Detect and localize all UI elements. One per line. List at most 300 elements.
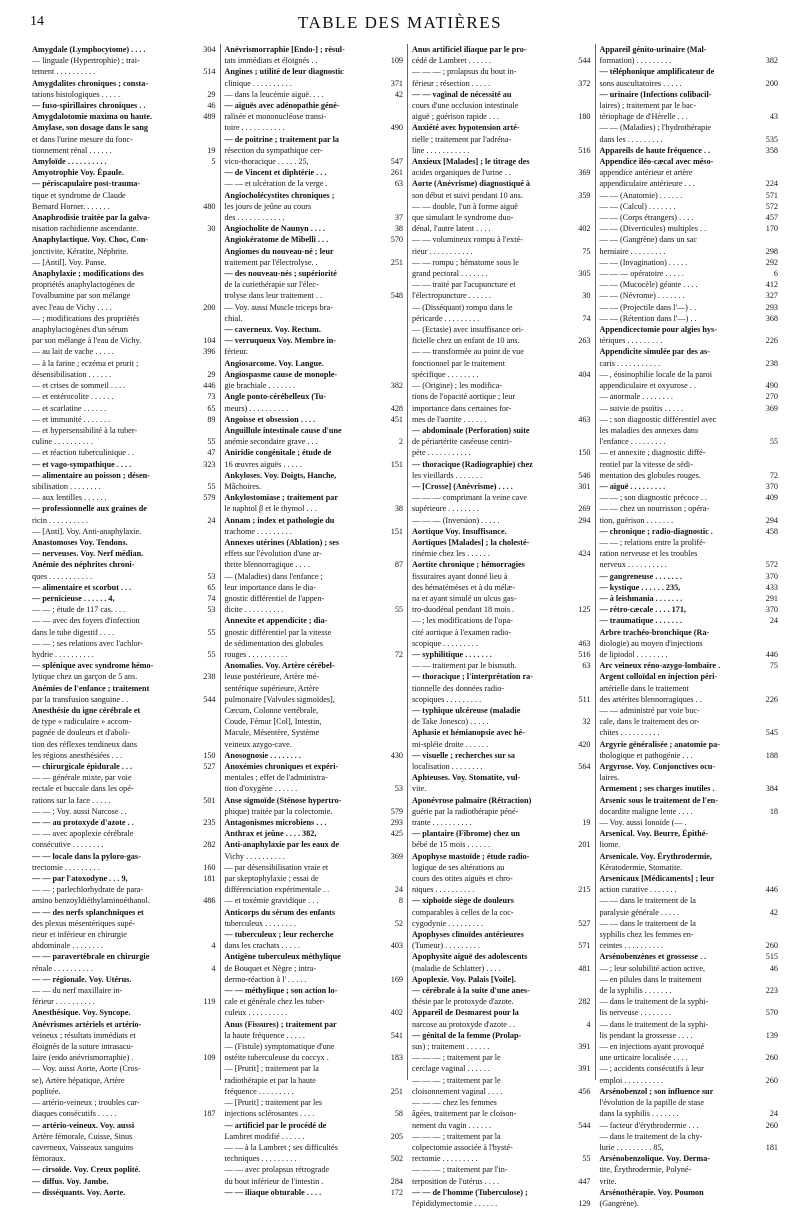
index-entry-text: — — régionale. Voy. Utérus. bbox=[32, 974, 132, 984]
index-entry-text: na et ayant simulé un ulcus gas- bbox=[412, 593, 517, 603]
index-entry-page: 30 bbox=[207, 224, 216, 234]
index-entry bbox=[225, 1187, 404, 1198]
index-entry bbox=[225, 660, 404, 671]
index-entry-text: du bout inférieur de l'intestin . bbox=[224, 1176, 324, 1186]
index-entry-page bbox=[571, 1075, 591, 1086]
index-entry-text: Amygdalites chroniques ; consta- bbox=[32, 78, 149, 88]
index-entry bbox=[412, 302, 591, 313]
index-entry-text: Angle ponto-cérébelleux (Tu- bbox=[224, 392, 327, 402]
index-entry-text: — (Origine) ; les modifica- bbox=[412, 381, 503, 391]
index-entry-page: 391 bbox=[578, 1042, 591, 1052]
index-entry-page: 425 bbox=[390, 829, 403, 839]
index-entry-text: Anomalies. Voy. Artère cérébel- bbox=[224, 661, 335, 671]
index-entry-text: — — (Mucocèle) géante . . . . bbox=[599, 280, 698, 290]
index-entry-page bbox=[571, 559, 591, 570]
index-entry-text: — plantaire (Fibrome) chez un bbox=[412, 829, 520, 839]
index-entry-page bbox=[571, 974, 591, 985]
index-entry bbox=[412, 918, 591, 929]
index-entry-text: niques . . . . . . . . . . bbox=[412, 885, 475, 895]
index-entry-page bbox=[196, 705, 216, 716]
index-entry-text: ceintes . . . . . . . . . . bbox=[599, 941, 664, 951]
index-entry-page bbox=[196, 1153, 216, 1164]
index-entry-page: 205 bbox=[390, 1131, 403, 1141]
index-entry-page: 358 bbox=[765, 145, 778, 155]
index-entry bbox=[412, 279, 591, 290]
index-entry-text: Anévrismes artériels et artério- bbox=[32, 1019, 142, 1029]
index-entry bbox=[412, 795, 591, 806]
index-entry bbox=[412, 134, 591, 145]
index-entry-page: 451 bbox=[390, 414, 403, 424]
index-entry bbox=[412, 89, 591, 100]
index-entry-page: 38 bbox=[394, 224, 403, 234]
index-entry-text: — — transformée au point de vue bbox=[412, 347, 524, 357]
index-entry bbox=[412, 1164, 591, 1175]
page-header bbox=[0, 0, 800, 40]
index-entry-text: lis nerveuse . . . . . . . . bbox=[599, 1008, 672, 1018]
index-entry-page bbox=[571, 1052, 591, 1063]
index-entry-text: trante . . . . . . . . . . bbox=[412, 818, 472, 828]
index-entry bbox=[600, 190, 779, 201]
index-entry-text: — — ; étude de 117 cas. . . . bbox=[32, 605, 126, 615]
index-entry-page: 260 bbox=[765, 1120, 778, 1130]
index-entry-text: cloisonnement vaginal . . . . bbox=[412, 1086, 503, 1096]
index-entry-page bbox=[383, 929, 403, 940]
index-entry-page bbox=[196, 268, 216, 279]
index-entry-text: scopiques . . . . . . . . . bbox=[412, 694, 482, 704]
index-entry-text: des artérites blennorragiques . . bbox=[599, 694, 702, 704]
index-entry-page: 544 bbox=[578, 56, 591, 66]
index-entry-page: 43 bbox=[769, 112, 778, 122]
index-entry-text: laires) ; traitement par le bac- bbox=[599, 101, 697, 111]
index-entry-page bbox=[196, 806, 216, 817]
index-entry-page bbox=[571, 403, 591, 414]
index-entry-page: 4 bbox=[211, 941, 216, 951]
index-entry-text: Antagonismes microbiens . . . bbox=[224, 818, 327, 828]
index-entry bbox=[225, 571, 404, 582]
index-entry-page: 19 bbox=[582, 818, 591, 828]
index-entry-text: gnostic différentiel de l'appen- bbox=[224, 593, 325, 603]
index-entry-page bbox=[758, 459, 778, 470]
index-entry bbox=[32, 167, 216, 178]
index-entry bbox=[225, 1019, 404, 1030]
index-entry bbox=[600, 660, 779, 671]
index-entry-page bbox=[571, 671, 591, 682]
index-entry bbox=[600, 89, 779, 100]
index-entry-text: tats immédiats et éloignés . . bbox=[224, 56, 318, 66]
index-entry bbox=[225, 1030, 404, 1041]
index-entry-text: — artificiel par le procédé de bbox=[224, 1120, 327, 1130]
index-entry-text: — — traitement par le bismuth. bbox=[412, 661, 517, 671]
index-entry-page bbox=[571, 122, 591, 133]
index-entry-page bbox=[383, 358, 403, 369]
index-entry-text: — — avec des foyers d'infection bbox=[32, 616, 140, 626]
index-entry-page bbox=[383, 873, 403, 884]
index-entry-text: logique de ses altérations au bbox=[412, 862, 505, 872]
index-entry bbox=[600, 66, 779, 77]
index-entry-page: 125 bbox=[578, 605, 591, 615]
index-entry-page bbox=[383, 705, 403, 716]
index-entry-page bbox=[758, 537, 778, 548]
index-entry bbox=[225, 100, 404, 111]
index-entry-page bbox=[383, 302, 403, 313]
index-entry-text: importance dans certaines for- bbox=[412, 403, 512, 413]
index-entry-text: — urinaire (Infections colibacil- bbox=[599, 89, 712, 99]
index-entry bbox=[32, 178, 216, 189]
index-entry-text: — alimentaire au poisson ; désen- bbox=[32, 470, 150, 480]
index-entry bbox=[32, 55, 216, 66]
index-entry-text: Angiokératome de Mibelli . . . bbox=[224, 235, 329, 245]
index-entry bbox=[600, 806, 779, 817]
index-entry bbox=[600, 884, 779, 895]
index-entry bbox=[600, 1108, 779, 1119]
index-entry-page bbox=[196, 739, 216, 750]
index-entry-page bbox=[571, 705, 591, 716]
index-entry-page bbox=[571, 985, 591, 996]
index-entry-page: 305 bbox=[578, 269, 591, 279]
index-entry-text: — en injections ayant provoqué bbox=[599, 1042, 705, 1052]
index-entry-page: 24 bbox=[394, 885, 403, 895]
index-entry-text: Lambret modifié . . . . . . bbox=[224, 1131, 305, 1141]
index-entry-text: traitement par l'électrolyse. . bbox=[224, 257, 318, 267]
index-entry bbox=[412, 638, 591, 649]
index-entry bbox=[32, 212, 216, 223]
index-entry-page: 446 bbox=[203, 381, 216, 391]
index-entry-text: appendiculaire et oxyurose . . bbox=[599, 381, 696, 391]
index-entry bbox=[412, 1063, 591, 1074]
index-entry-page bbox=[571, 895, 591, 906]
index-entry-text: Anxieux [Malades] ; le titrage des bbox=[412, 157, 530, 167]
index-entry-page bbox=[383, 795, 403, 806]
index-entry-page bbox=[571, 783, 591, 794]
index-entry-text: laire (endo anévrismorraphie) . bbox=[32, 1053, 134, 1063]
index-entry bbox=[600, 515, 779, 526]
index-entry bbox=[600, 55, 779, 66]
index-entry bbox=[600, 795, 779, 806]
index-entry bbox=[32, 996, 216, 1007]
index-entry bbox=[225, 290, 404, 301]
index-entry-page: 433 bbox=[765, 582, 778, 592]
index-entry-text: Angiomes du nouveau-né ; leur bbox=[224, 246, 334, 256]
index-entry-page: 55 bbox=[582, 1154, 591, 1164]
index-entry-page bbox=[196, 559, 216, 570]
index-entry-text: — (Fistule) symptomatique d'une bbox=[224, 1042, 335, 1052]
index-entry-page bbox=[758, 414, 778, 425]
index-entry-text: — à leishmania . . . . . . . bbox=[599, 593, 683, 603]
index-entry-text: pète . . . . . . . . . . . bbox=[412, 448, 471, 458]
index-entry-text: Artère fémorale, Cuisse, Sinus bbox=[32, 1131, 133, 1141]
index-entry-text: tro-duodénal pendant 18 mois . bbox=[412, 605, 515, 615]
index-entry-text: Arsénothérapie. Voy. Poumon bbox=[599, 1187, 704, 1197]
index-entry-text: vico-thoracique . . . . . 25, bbox=[224, 157, 309, 167]
index-entry-page bbox=[571, 537, 591, 548]
index-entry-page: 52 bbox=[394, 918, 403, 928]
index-entry-text: anaphylactogènes d'un sérum bbox=[32, 325, 129, 335]
index-entry-text: — — de l'homme (Tuberculose) ; bbox=[412, 1187, 528, 1197]
index-entry-page: 55 bbox=[207, 481, 216, 491]
index-entry bbox=[32, 940, 216, 951]
index-entry-page: 63 bbox=[582, 661, 591, 671]
index-entry bbox=[412, 268, 591, 279]
index-entry-page: 412 bbox=[765, 280, 778, 290]
index-entry bbox=[600, 940, 779, 951]
index-entry bbox=[225, 918, 404, 929]
index-entry bbox=[412, 839, 591, 850]
index-entry-text: Arsénobenzènes et grossesse . . bbox=[599, 952, 707, 962]
index-entry bbox=[225, 156, 404, 167]
index-entry-text: — — (Calcul) . . . . . . . bbox=[599, 201, 676, 211]
index-entry-text: Anaphrodisie traitée par la galva- bbox=[32, 213, 150, 223]
index-entry bbox=[32, 145, 216, 156]
index-entry bbox=[225, 223, 404, 234]
index-entry-page: 430 bbox=[390, 750, 403, 760]
index-entry bbox=[225, 895, 404, 906]
index-entry bbox=[600, 929, 779, 940]
index-entry-text: — cérébrale à la suite d'une anes- bbox=[412, 986, 530, 996]
index-entry bbox=[32, 1120, 216, 1131]
index-entry-page bbox=[196, 851, 216, 862]
index-entry-text: Arsénobenzolique. Voy. Derma- bbox=[599, 1154, 711, 1164]
index-entry-page: 404 bbox=[578, 369, 591, 379]
index-entry-text: par la transfusion sanguine . . bbox=[32, 694, 129, 704]
index-entry-page: 42 bbox=[769, 907, 778, 917]
index-entry-text: et dans l'urine mesure du fonc- bbox=[32, 134, 133, 144]
index-entry-text: — anormale . . . . . . . . bbox=[599, 392, 673, 402]
index-entry-text: Amylase, son dosage dans le sang bbox=[32, 123, 149, 133]
index-entry bbox=[412, 615, 591, 626]
index-entry-page: 463 bbox=[578, 638, 591, 648]
index-entry bbox=[225, 627, 404, 638]
index-entry-text: Appendicite simulée par des as- bbox=[599, 347, 710, 357]
index-entry-text: fissuraires ayant donné lieu à bbox=[412, 571, 508, 581]
index-entry bbox=[32, 279, 216, 290]
index-entry-page: 463 bbox=[578, 414, 591, 424]
index-entry-text: Amygdalotomie maxima ou haute. bbox=[32, 112, 153, 122]
index-entry bbox=[32, 470, 216, 481]
index-entry bbox=[412, 559, 591, 570]
index-entry-page bbox=[196, 470, 216, 481]
index-entry-page bbox=[383, 716, 403, 727]
index-entry bbox=[600, 234, 779, 245]
index-entry-page: 55 bbox=[207, 627, 216, 637]
index-entry-page bbox=[196, 526, 216, 537]
index-entry-page: 139 bbox=[765, 1030, 778, 1040]
index-entry bbox=[225, 526, 404, 537]
index-entry-text: cygodynie . . . . . . . . . bbox=[412, 918, 483, 928]
index-entry bbox=[412, 974, 591, 985]
index-entry-page bbox=[758, 918, 778, 929]
index-entry bbox=[225, 470, 404, 481]
index-entry bbox=[600, 750, 779, 761]
index-entry-text: mi-spléie droite . . . . . . bbox=[412, 739, 489, 749]
index-entry bbox=[600, 895, 779, 906]
index-entry-page bbox=[383, 134, 403, 145]
index-entry-page bbox=[758, 761, 778, 772]
index-entry-text: — , éosinophilie locale de la paroi bbox=[599, 369, 713, 379]
index-entry-text: clinique . . . . . . . . . . bbox=[224, 78, 292, 88]
index-entry-page: 446 bbox=[765, 649, 778, 659]
index-entry bbox=[412, 167, 591, 178]
index-entry-page bbox=[196, 425, 216, 436]
index-entry bbox=[600, 963, 779, 974]
index-entry-text: consécutive . . . . . . . . bbox=[32, 840, 104, 850]
index-entry-text: lytique chez un garçon de 5 ans. bbox=[32, 672, 138, 682]
index-entry-page: 151 bbox=[390, 459, 403, 469]
index-entry-page: 73 bbox=[207, 392, 216, 402]
index-entry-text: fréquence . . . . . . . . . bbox=[224, 1086, 294, 1096]
index-entry-page: 382 bbox=[390, 381, 403, 391]
index-entry bbox=[600, 167, 779, 178]
index-entry bbox=[600, 481, 779, 492]
index-entry-text: Anus (Fissures) ; traitement par bbox=[224, 1019, 337, 1029]
index-entry bbox=[600, 705, 779, 716]
index-entry bbox=[225, 78, 404, 89]
index-entry-page bbox=[196, 358, 216, 369]
index-entry-page: 19 bbox=[207, 145, 216, 155]
index-entry-text: Anastomoses Voy. Tendons. bbox=[32, 537, 128, 547]
index-entry-page: 515 bbox=[765, 952, 778, 962]
index-entry-page bbox=[196, 1041, 216, 1052]
index-entry-page: 359 bbox=[578, 190, 591, 200]
index-entry-page: 4 bbox=[586, 1019, 591, 1029]
index-entry-text: Vichy . . . . . . . . . . bbox=[224, 851, 285, 861]
index-entry bbox=[412, 55, 591, 66]
index-entry bbox=[32, 862, 216, 873]
index-entry-page bbox=[571, 44, 591, 55]
index-entry-page: 55 bbox=[394, 605, 403, 615]
index-entry-text: se), Artère hépatique, Artère bbox=[32, 1075, 125, 1085]
index-entry bbox=[32, 716, 216, 727]
index-entry bbox=[32, 660, 216, 671]
index-entry-page bbox=[571, 212, 591, 223]
index-entry bbox=[32, 290, 216, 301]
index-entry bbox=[225, 66, 404, 77]
index-entry bbox=[600, 537, 779, 548]
index-entry-text: — et vago-sympathique . . . . bbox=[32, 459, 132, 469]
index-entry-page: 428 bbox=[390, 403, 403, 413]
index-entry bbox=[32, 795, 216, 806]
index-entry-text: de Bouquet et Nègre ; intra- bbox=[224, 963, 317, 973]
index-entry-text: — [Antil]. Voy. Panse. bbox=[32, 257, 107, 267]
index-entry-page: 327 bbox=[765, 291, 778, 301]
index-entry-page bbox=[383, 683, 403, 694]
index-entry-page: 261 bbox=[390, 168, 403, 178]
index-entry bbox=[412, 582, 591, 593]
index-entry-page bbox=[383, 907, 403, 918]
index-entry bbox=[412, 727, 591, 738]
index-entry-page: 293 bbox=[390, 818, 403, 828]
index-entry-text: tionnement rénal . . . . . . bbox=[32, 145, 112, 155]
index-entry-page bbox=[196, 234, 216, 245]
index-entry-text: des plexus mésentériques supé- bbox=[32, 918, 135, 928]
index-entry bbox=[225, 761, 404, 772]
index-entry-page bbox=[383, 615, 403, 626]
index-entry bbox=[600, 503, 779, 514]
index-entry-text: Aortique Voy. Insuffisance. bbox=[412, 526, 507, 536]
index-entry-page bbox=[196, 1142, 216, 1153]
index-entry bbox=[600, 851, 779, 862]
index-entry-text: — (Maladies) dans l'enfance ; bbox=[224, 571, 323, 581]
index-entry bbox=[225, 1041, 404, 1052]
index-entry bbox=[412, 1108, 591, 1119]
index-entry-text: — — — chez les femmes bbox=[412, 1098, 497, 1108]
index-entry-page: 282 bbox=[578, 997, 591, 1007]
index-entry-text: veineux azygo-cave. bbox=[224, 739, 292, 749]
index-entry-page bbox=[196, 1097, 216, 1108]
index-entry-page: 24 bbox=[769, 1109, 778, 1119]
index-entry-page bbox=[383, 447, 403, 458]
index-entry-page: 201 bbox=[578, 840, 591, 850]
index-entry-text: tement . . . . . . . . . . bbox=[32, 67, 96, 77]
index-entry-text: docardite maligne lente . . . . bbox=[599, 806, 693, 816]
index-entry-text: 16 œuvres aiguës . . . . . bbox=[224, 459, 302, 469]
index-entry-text: âgées, traitement par le cloison- bbox=[412, 1109, 517, 1119]
index-entry-text: comparables à celles de la coc- bbox=[412, 907, 514, 917]
index-entry-page bbox=[571, 459, 591, 470]
index-entry-page: 370 bbox=[765, 481, 778, 491]
index-entry-page: 291 bbox=[765, 593, 778, 603]
index-entry-text: injections sclérosantes . . . . bbox=[224, 1109, 315, 1119]
index-entry bbox=[225, 649, 404, 660]
index-entry bbox=[32, 324, 216, 335]
index-column-4 bbox=[595, 44, 783, 1208]
index-entry-text: — Voy. aussi Muscle triceps bra- bbox=[224, 302, 333, 312]
index-entry-text: Anse sigmoïde (Sténose hypertro- bbox=[224, 795, 342, 805]
index-entry-text: Anxiété avec hypotension arté- bbox=[412, 123, 520, 133]
index-entry-page bbox=[383, 694, 403, 705]
index-entry-page bbox=[196, 548, 216, 559]
index-entry-text: — artério-veineux. Voy. aussi bbox=[32, 1120, 135, 1130]
index-entry-text: Annam ; index et pathologie du bbox=[224, 515, 335, 525]
index-entry bbox=[225, 817, 404, 828]
index-entry bbox=[32, 414, 216, 425]
index-entry-text: Anti-anaphylaxie par les eaux de bbox=[224, 840, 339, 850]
index-entry-page: 544 bbox=[203, 694, 216, 704]
index-entry-page: 46 bbox=[769, 963, 778, 973]
index-entry bbox=[225, 884, 404, 895]
index-entry bbox=[600, 201, 779, 212]
index-entry-page: 24 bbox=[207, 515, 216, 525]
index-entry bbox=[32, 335, 216, 346]
index-entry bbox=[225, 582, 404, 593]
index-entry bbox=[412, 324, 591, 335]
index-entry-page bbox=[571, 1187, 591, 1198]
index-entry-page: 527 bbox=[578, 918, 591, 928]
index-entry bbox=[412, 492, 591, 503]
index-entry-text: — — (Névrome) . . . . . . . bbox=[599, 291, 685, 301]
index-entry-text: Antigène tuberculeux méthylique bbox=[224, 952, 341, 962]
index-entry-page: 541 bbox=[390, 1030, 403, 1040]
index-entry bbox=[412, 907, 591, 918]
index-entry bbox=[225, 145, 404, 156]
index-entry-page bbox=[196, 1063, 216, 1074]
index-entry bbox=[32, 582, 216, 593]
index-entry-text: que simulant le syndrome duo- bbox=[412, 213, 514, 223]
index-entry-page bbox=[196, 1019, 216, 1030]
index-entry bbox=[412, 1075, 591, 1086]
index-entry-text: tion, guérison . . . . . . . bbox=[599, 515, 674, 525]
index-entry-page bbox=[758, 873, 778, 884]
index-entry-text: cité aortique à l'examen radio- bbox=[412, 627, 512, 637]
index-entry bbox=[600, 447, 779, 458]
index-entry bbox=[600, 470, 779, 481]
index-entry bbox=[32, 1153, 216, 1164]
index-entry-page: 53 bbox=[207, 605, 216, 615]
index-entry-text: Apoplexie. Voy. Palais [Voile]. bbox=[412, 974, 516, 984]
index-entry-text: résection du sympathique cer- bbox=[224, 145, 323, 155]
index-entry bbox=[600, 1198, 779, 1209]
index-entry-page bbox=[758, 100, 778, 111]
index-entry bbox=[32, 156, 216, 167]
